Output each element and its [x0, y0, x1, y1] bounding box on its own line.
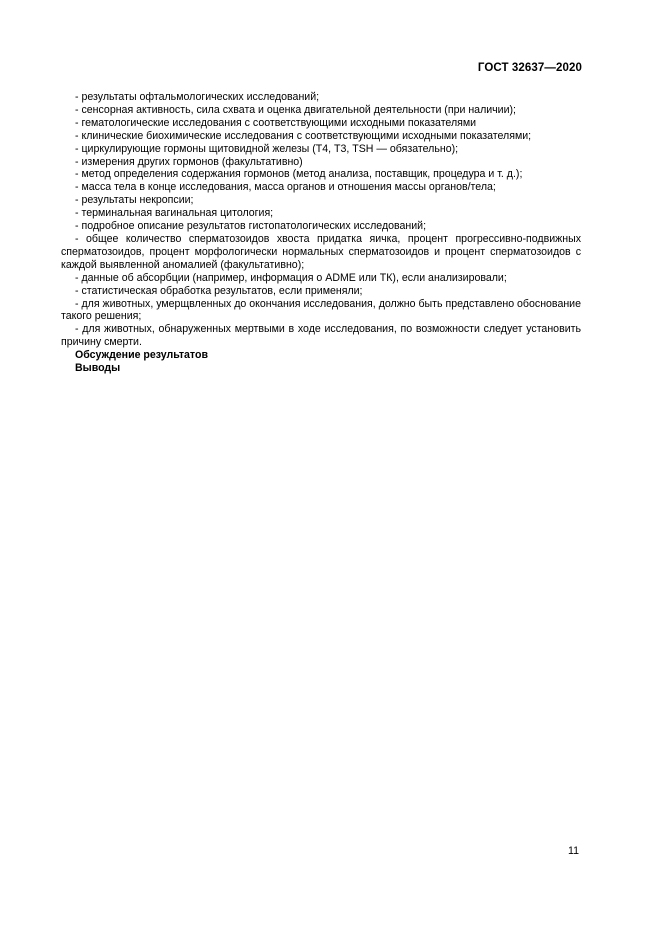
list-item: - результаты офтальмологических исследований;: [75, 91, 320, 103]
conclusions-heading: Выводы: [75, 362, 121, 375]
list-item: - гематологические исследования с соответствующими исходными показателями: [75, 116, 477, 129]
list-item: - общее количество сперматозоидов хвоста придатка яичка, процент прогрессивно-подвижных сперматозоидов, процент морфологически нормальных сперматозоидов и процент сперматозоидов с каждой выявленной аномалией (факультативно);: [61, 232, 581, 271]
list-item: - метод определения содержания гормонов (метод анализа, поставщик, процедура и т. д.);: [75, 168, 523, 181]
list-item: - для животных, умерщвленных до окончания исследования, должно быть представлено обоснование такого решения;: [61, 297, 581, 323]
list-item: - циркулирующие гормоны щитовидной железы (Т4, Т3, TSH — обязательно);: [75, 142, 459, 155]
list-item: - подробное описание результатов гистопатологических исследований;: [75, 220, 427, 233]
list-item: - данные об абсорбции (например, информация о ADME или ТК), если анализировали;: [75, 271, 507, 284]
list-item: - измерения других гормонов (факультативно): [75, 155, 303, 168]
page-number: 11: [568, 845, 579, 857]
list-item: - сенсорная активность, сила схвата и оценка двигательной деятельности (при наличии);: [75, 103, 516, 116]
list-item: - для животных, обнаруженных мертвыми в ходе исследования, по возможности следует установить причину смерти.: [61, 323, 581, 349]
standard-number-header: ГОСТ 32637—2020: [477, 62, 582, 74]
list-item: - клинические биохимические исследования с соответствующими исходными показателями;: [75, 129, 532, 142]
report-content-list: [61, 91, 581, 375]
list-item: - результаты некропсии;: [75, 194, 194, 207]
list-item: - терминальная вагинальная цитология;: [75, 207, 274, 220]
list-item: - статистическая обработка результатов, если применяли;: [75, 284, 363, 297]
discussion-heading: Обсуждение результатов: [75, 349, 208, 362]
list-item: - масса тела в конце исследования, масса органов и отношения массы органов/тела;: [75, 181, 496, 194]
